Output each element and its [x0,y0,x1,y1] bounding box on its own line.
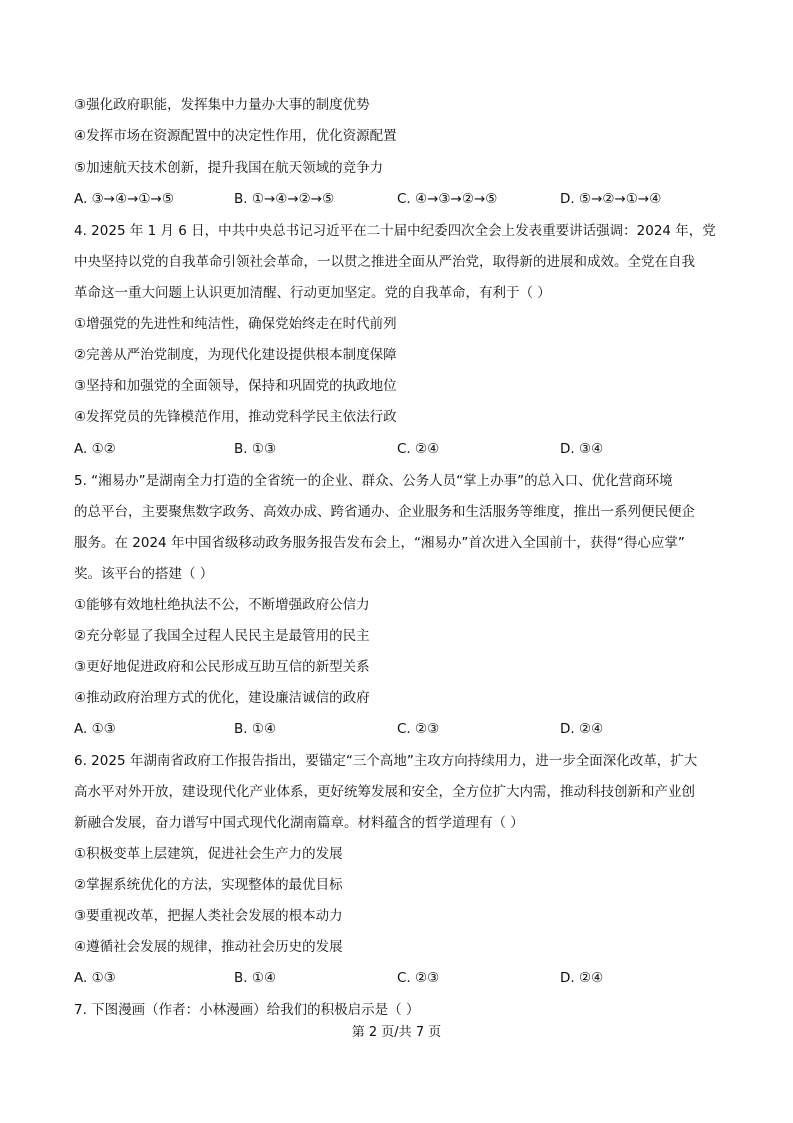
q5-item-2: ②充分彰显了我国全过程人民民主是最管用的民主 [74,628,370,644]
q6-stem-line-1: 6. 2025 年湖南省政府工作报告指出，要锚定“三个高地”主攻方向持续用力，进一步全面深化改革，扩大 [74,753,698,769]
q4-option-a[interactable]: A. ①② [74,441,116,457]
q5-option-c[interactable]: C. ②③ [397,721,440,737]
q7-stem-line-1: 7. 下图漫画（作者：小林漫画）给我们的积极启示是（ ） [74,1002,420,1018]
q6-stem-line-2: 高水平对外开放，建设现代化产业体系，更好统筹发展和安全，全方位扩大内需，推动科技创新和产业创 [74,784,695,800]
q6-item-4: ④遵循社会发展的规律，推动社会历史的发展 [74,939,343,955]
q4-item-3: ③坚持和加强党的全面领导，保持和巩固党的执政地位 [74,378,397,394]
q6-option-b[interactable]: B. ①④ [234,970,277,986]
q5-stem-line-1: 5. “湘易办”是湖南全力打造的全省统一的企业、群众、公务人员“掌上办事”的总入口、优化营商环境 [74,473,673,489]
q6-option-a[interactable]: A. ①③ [74,970,116,986]
q4-stem-line-3: 革命这一重大问题上认识更加清醒、行动更加坚定。党的自我革命，有利于（ ） [74,285,551,301]
q6-option-c[interactable]: C. ②③ [397,970,440,986]
q3-item-3: ③强化政府职能，发挥集中力量办大事的制度优势 [74,97,370,113]
q3-option-d[interactable]: D. ⑤→②→①→④ [560,191,662,207]
q5-stem-line-4: 奖。该平台的搭建（ ） [74,566,214,582]
q5-item-4: ④推动政府治理方式的优化，建设廉洁诚信的政府 [74,690,370,706]
q4-item-1: ①增强党的先进性和纯洁性，确保党始终走在时代前列 [74,316,397,332]
q4-stem-line-1: 4. 2025 年 1 月 6 日，中共中央总书记习近平在二十届中纪委四次全会上发表重要讲话强调：2024 年，党 [74,223,716,239]
q6-item-3: ③要重视改革，把握人类社会发展的根本动力 [74,908,343,924]
q3-option-a[interactable]: A. ③→④→①→⑤ [74,191,174,207]
page-footer: 第 2 页/共 7 页 [351,1025,442,1040]
q4-item-2: ②完善从严治党制度，为现代化建设提供根本制度保障 [74,347,397,363]
q3-option-c[interactable]: C. ④→③→②→⑤ [397,191,498,207]
q5-stem-line-2: 的总平台，主要聚焦数字政务、高效办成、跨省通办、企业服务和生活服务等维度，推出一系列便民便企 [74,504,695,520]
q3-item-4: ④发挥市场在资源配置中的决定性作用，优化资源配置 [74,128,397,144]
q6-option-d[interactable]: D. ②④ [560,970,604,986]
q5-item-1: ①能够有效地杜绝执法不公，不断增强政府公信力 [74,597,370,613]
q6-item-2: ②掌握系统优化的方法，实现整体的最优目标 [74,877,343,893]
q5-stem-line-3: 服务。在 2024 年中国省级移动政务服务报告发布会上，“湘易办”首次进入全国前十，获得“得心应掌” [74,535,685,551]
q4-stem-line-2: 中央坚持以党的自我革命引领社会革命，一以贯之推进全面从严治党，取得新的进展和成效。全党在自我 [74,254,695,270]
q5-option-a[interactable]: A. ①③ [74,721,116,737]
q5-option-b[interactable]: B. ①④ [234,721,277,737]
q5-option-d[interactable]: D. ②④ [560,721,604,737]
q3-item-5: ⑤加速航天技术创新，提升我国在航天领域的竞争力 [74,160,384,176]
q4-option-b[interactable]: B. ①③ [234,441,277,457]
q5-item-3: ③更好地促进政府和公民形成互助互信的新型关系 [74,659,370,675]
q4-item-4: ④发挥党员的先锋模范作用，推动党科学民主依法行政 [74,409,397,425]
q4-option-d[interactable]: D. ③④ [560,441,604,457]
q6-item-1: ①积极变革上层建筑，促进社会生产力的发展 [74,846,343,862]
q3-option-b[interactable]: B. ①→④→②→⑤ [234,191,335,207]
q6-stem-line-3: 新融合发展，奋力谱写中国式现代化湖南篇章。材料蕴含的哲学道理有（ ） [74,815,524,831]
q4-option-c[interactable]: C. ②④ [397,441,440,457]
